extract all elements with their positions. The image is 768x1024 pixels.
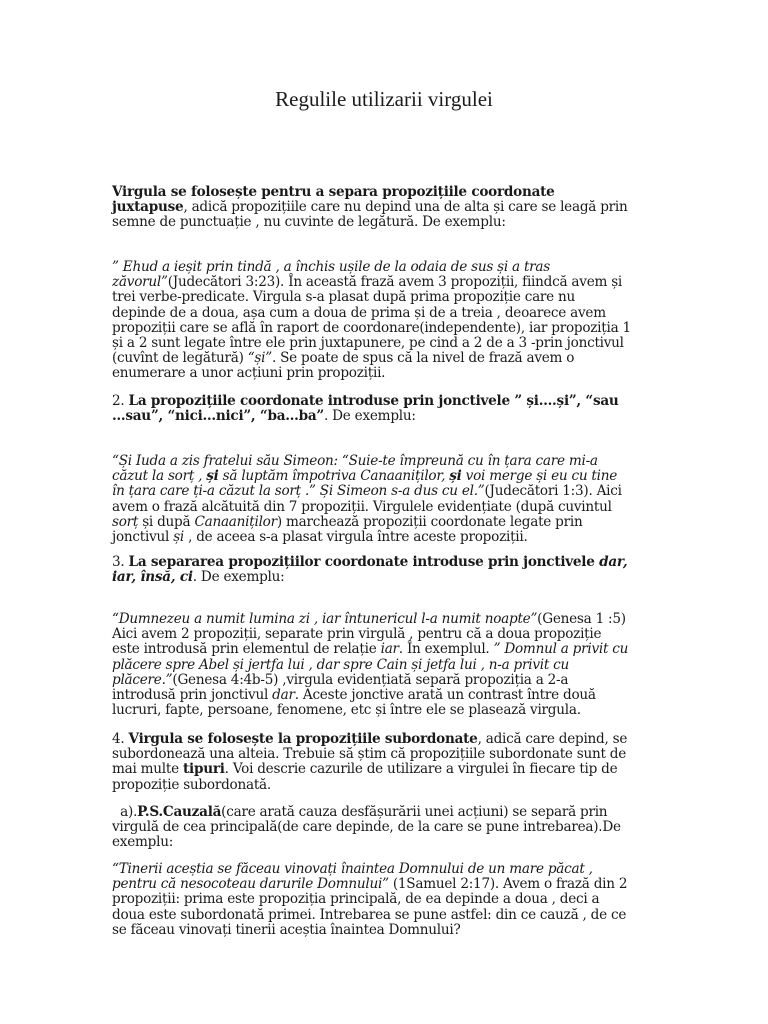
rule-heading: Virgula se folosește la propozițiile subordonate — [128, 731, 478, 747]
rule-heading: La propozițiile coordonate introduse prin jonctivele ” și….și”, “sau …sau”, “nici…nici”, “ba…ba” — [112, 393, 619, 425]
quote-text: “Și Iuda a zis fratelui său Simeon: “Suie-te împreună cu în țara care mi-a căzut la sorț , — [112, 453, 598, 485]
emphasis-conjunction: și — [449, 468, 462, 485]
paragraph-rule-2 — [112, 394, 632, 424]
quote-text: ” Ehud a ieșit prin tindă , a închis ușile de la odaia de sus și a tras zăvorul” — [112, 259, 551, 291]
paragraph-text: . În exemplul. — [398, 641, 494, 658]
paragraph-example-samuel — [112, 862, 632, 938]
quote-text: să luptăm împotriva Canaaniților, — [218, 468, 450, 485]
paragraph-text: , adică care depind, se subordonează una alteia. Trebuie să știm că propozițiile subordonate sunt de mai multe — [112, 731, 628, 778]
italic-word: dar — [272, 687, 295, 704]
italic-word: iar — [380, 641, 399, 658]
rule-number: 2. — [112, 393, 129, 409]
paragraph-text: . De exemplu: — [324, 408, 416, 425]
quote-text: “Tinerii aceștia se făceau vinovați înaintea Domnului de un mare păcat , pentru că nesocoteau darurile Domnului” — [112, 861, 593, 893]
paragraph-text: (care arată cauza desfășurării unei acțiuni) se separă prin virgulă de cea principală(de care depinde, de la care se pune intrebarea).De exemplu: — [112, 804, 625, 851]
paragraph-text: (Judecători 3:23). În această frază avem 3 propoziții, fiindcă avem și trei verbe-predicate. Virgula s-a plasat după prima propoziție care nu depinde de a doua, așa cum a doua de prima și de a treia , deoarece avem propoziții care se află în raport de coordonare(independente), iar propoziția 1 și a 2 sunt legate între ele prin juxtapunere, pe cind a 2 de a 3 -prin jonctivul (cuvînt de legătură) — [112, 274, 631, 367]
rule-heading: La separarea propozițiilor coordonate introduse prin jonctivele — [128, 554, 600, 570]
paragraph-text: , de aceea s-a plasat virgula între aceste propoziții. — [184, 529, 528, 546]
paragraph-text: (Genesa 4:4b-5) ,virgula evidențiată separă propoziția a 2-a introdusă prin jonctivul — [112, 671, 569, 704]
paragraph-juxtapuse — [112, 185, 632, 231]
paragraph-text: și după — [138, 513, 195, 530]
paragraph-example-genesa — [112, 612, 632, 718]
paragraph-rule-3 — [112, 555, 632, 585]
paragraph-rule-4 — [112, 732, 632, 793]
paragraph-text: . Aceste jonctive arată un contrast între două lucruri, fapte, persoane, fenomene, etc și între ele se plasează virgula. — [112, 687, 596, 719]
document-title: Regulile utilizarii virgulei — [275, 87, 493, 111]
rule-heading-italic: dar, iar, însă, ci — [112, 554, 628, 586]
rule-number: 3. — [112, 554, 129, 570]
emphasis-word: tipuri — [183, 761, 225, 778]
paragraph-text: ) marchează propoziții coordonate legate prin jonctivul — [112, 513, 583, 546]
italic-word: sorț — [112, 513, 139, 530]
quote-text: “și” — [247, 350, 272, 367]
rule-number: 4. — [112, 731, 129, 747]
paragraph-text: (Judecători 1:3). Aici avem o frază alcătuită din 7 propoziții. Virgulele evidențiate (după cuvintul — [112, 483, 622, 515]
quote-text: voi merge și eu cu tine în țara care ți-a căzut la sorț .” Și Simeon s-a dus cu el.” — [112, 468, 618, 500]
emphasis-conjunction: și — [206, 468, 219, 485]
paragraph-cauzala — [112, 805, 632, 851]
paragraph-text: . De exemplu: — [192, 569, 285, 586]
paragraph-text: . Se poate de spus că la nivel de frază avem o enumerare a unor acțiuni prin propoziții. — [112, 350, 575, 382]
paragraph-example-ehud — [112, 260, 632, 382]
rule-heading: P.S.Cauzală — [137, 804, 222, 820]
quote-text: ” Domnul a privit cu plăcere spre Abel și jertfa lui , dar spre Cain și jetfa lui , n-a privit cu plăcere.” — [112, 641, 629, 688]
paragraph-text: . Voi descrie cazurile de utilizare a virgulei în fiecare tip de propoziție subordonată. — [112, 761, 618, 793]
italic-word: Canaaniților — [194, 513, 277, 530]
paragraph-text: (Genesa 1 :5) Aici avem 2 propoziții, separate prin virgulă , pentru că a doua propoziție este introdusă prin elementul de relație — [112, 611, 626, 658]
paragraph-example-iuda — [112, 454, 632, 545]
italic-word: și — [173, 529, 185, 546]
rule-heading: Virgula se folosește pentru a separa propozițiile coordonate juxtapuse — [112, 184, 555, 216]
paragraph-text: (1Samuel 2:17). Avem o frază din 2 propoziții: prima este propoziția principală, de ea depinde a doua , deci a doua este subordonată primei. Intrebarea se pune astfel: din ce cauză , de ce se făceau vinovați tinerii aceștia înaintea Domnului? — [112, 876, 628, 938]
quote-text: “Dumnezeu a numit lumina zi , iar întunericul l-a numit noapte” — [112, 611, 538, 627]
paragraph-text: , adică propozițiile care nu depind una de alta și care se leagă prin semne de punctuație , nu cuvinte de legătură. De exemplu: — [112, 199, 628, 231]
rule-number: a). — [112, 804, 138, 820]
